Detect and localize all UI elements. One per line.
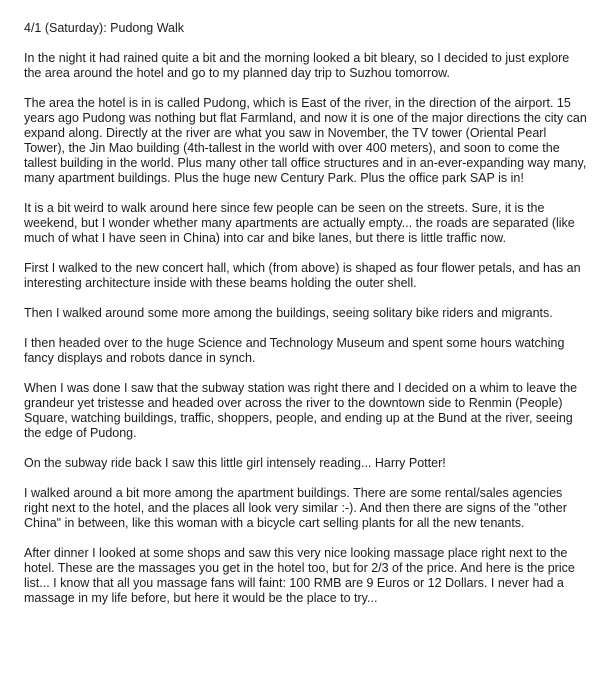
paragraph-science-museum: I then headed over to the huge Science and Technology Museum and spent some hours watching fancy displays and robots dance in synch.: [24, 336, 565, 365]
paragraph-concert-hall: First I walked to the new concert hall, which (from above) is shaped as four flower petals, and has an interesting architecture inside with these beams holding the outer shell.: [24, 261, 581, 290]
paragraph-pudong-area: The area the hotel is in is called Pudong, which is East of the river, in the direction of the airport. 15 years ago Pudong was nothing but flat Farmland, and now it is one of the major directions the city can expand along. Directly at the river are what you saw in November, the TV tower (Oriental Pearl Tower), the Jin Mao building (4th-tallest in the world with over 400 meters), and soon to come the tallest building in the world. Plus many other tall office structures and in an-ever-expanding way many, many apartment buildings. Plus the huge new Century Park. Plus the office park SAP is in!: [24, 96, 587, 185]
paragraph-empty-streets: It is a bit weird to walk around here since few people can be seen on the streets. Sure, it is the weekend, but I wonder whether many apartments are actually empty... the roads are separated (like much of what I have seen in China) into car and bike lanes, but there is little traffic now.: [24, 201, 575, 245]
paragraph-bike-riders: Then I walked around some more among the buildings, seeing solitary bike riders and migrants.: [24, 306, 553, 320]
paragraph-intro: In the night it had rained quite a bit and the morning looked a bit bleary, so I decided to just explore the area around the hotel and go to my planned day trip to Suzhou tomorrow.: [24, 51, 570, 80]
document-title: 4/1 (Saturday): Pudong Walk: [24, 21, 185, 35]
paragraph-harry-potter: On the subway ride back I saw this little girl intensely reading... Harry Potter!: [24, 456, 446, 470]
paragraph-subway-renmin: When I was done I saw that the subway station was right there and I decided on a whim to leave the grandeur yet tristesse and headed over across the river to the downtown side to Renmin (People) Square, watching buildings, traffic, shoppers, people, and ending up at the Bund at the river, seeing the edge of Pudong.: [24, 381, 578, 440]
paragraph-massage-place: After dinner I looked at some shops and saw this very nice looking massage place right next to the hotel. These are the massages you get in the hotel too, but for 2/3 of the price. And here is the price list... I know that all you massage fans will faint: 100 RMB are 9 Euros or 12 Dollars. I never had a massage in my life before, but here it would be the place to try...: [24, 546, 575, 605]
paragraph-rental-agencies: I walked around a bit more among the apartment buildings. There are some rental/sales agencies right next to the hotel, and the places all look very similar :-). And then there are signs of the "other China" in between, like this woman with a bicycle cart selling plants for all the new tenants.: [24, 486, 567, 530]
